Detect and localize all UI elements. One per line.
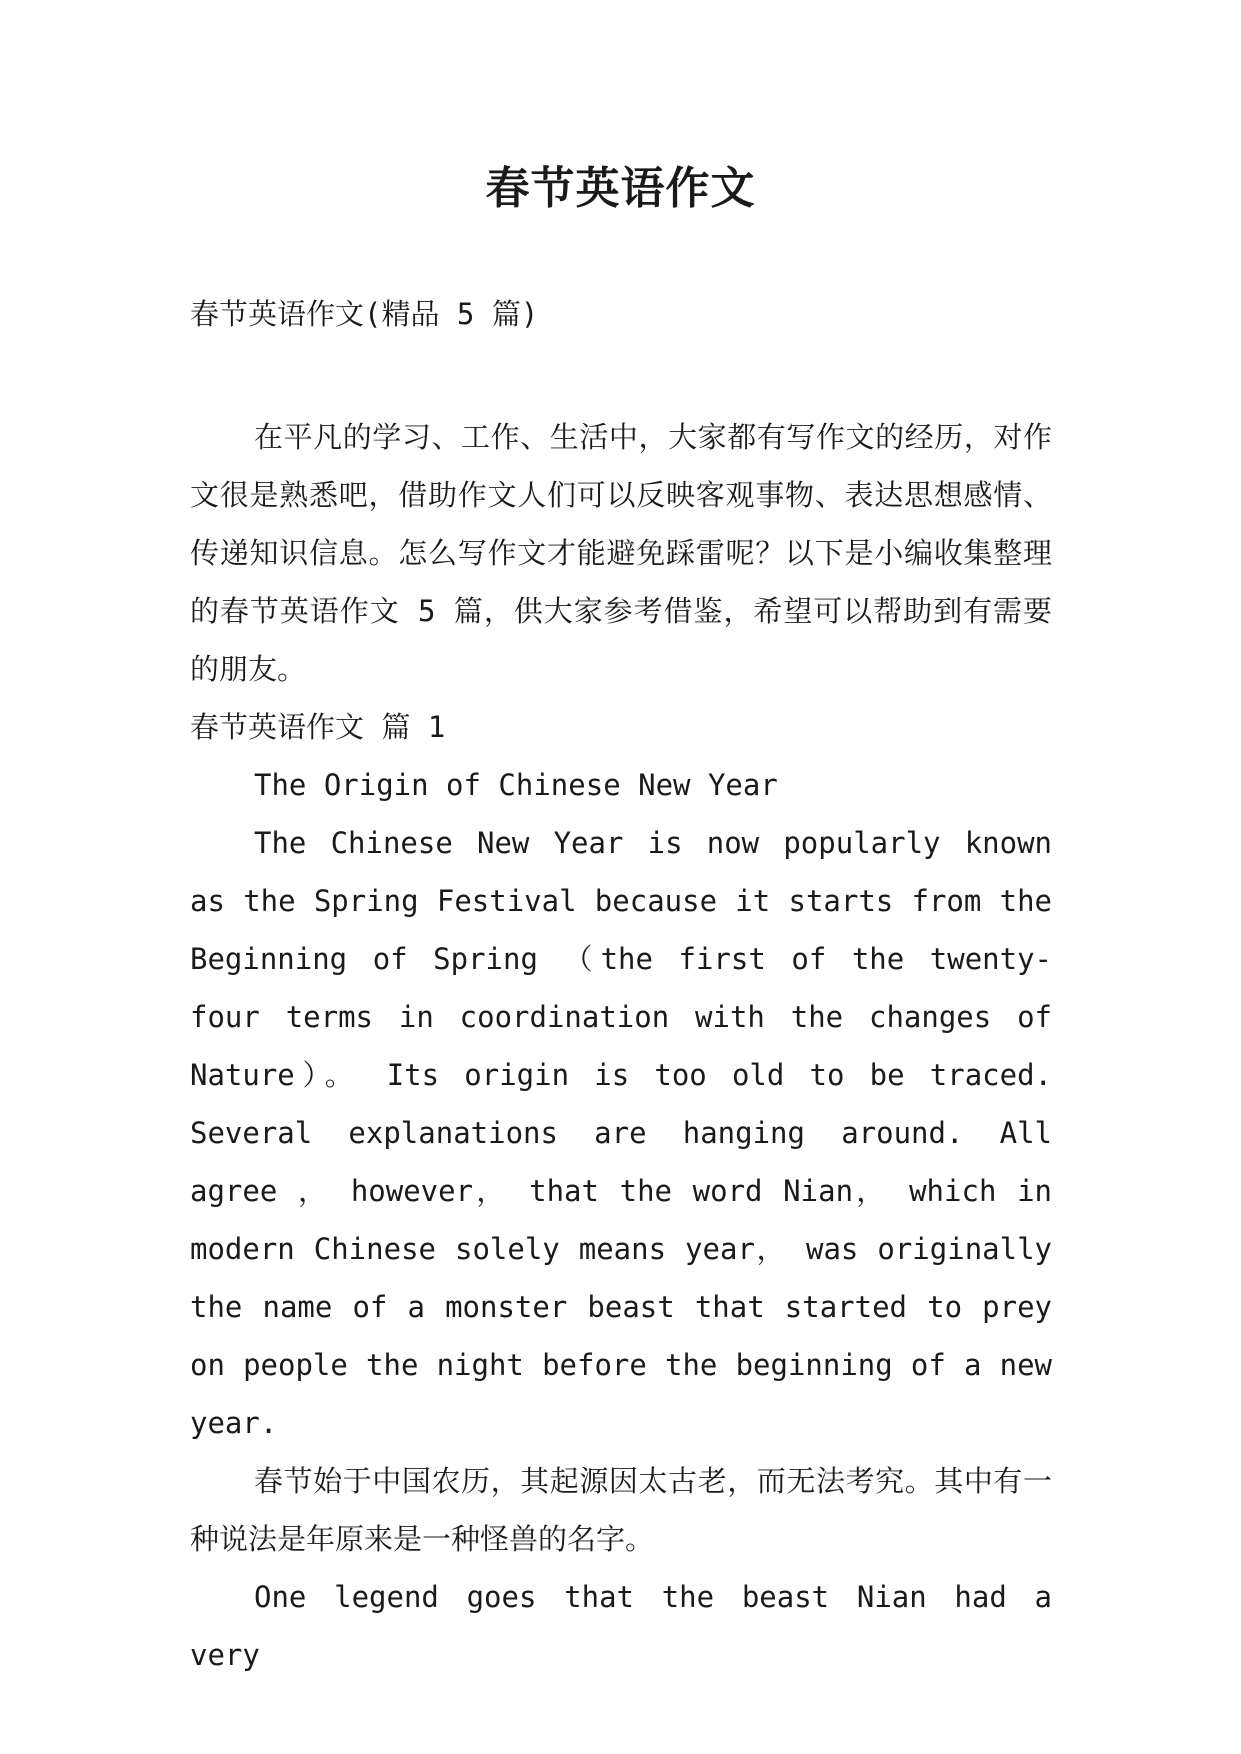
essay-paragraph-2-chinese: 春节始于中国农历，其起源因太古老，而无法考究。其中有一种说法是年原来是一种怪兽的名字。 — [190, 1464, 1052, 1556]
section-heading: 春节英语作文 篇 1 — [190, 710, 446, 744]
essay-title: The Origin of Chinese New Year — [254, 768, 778, 802]
document-title: 春节英语作文 — [485, 163, 756, 214]
document-subtitle: 春节英语作文(精品 5 篇) — [190, 297, 539, 331]
document-body — [190, 408, 1052, 1684]
essay-paragraph-1: The Chinese New Year is now popularly known as the Spring Festival because it starts from the Beginning of Spring （the first of the twenty-four terms in coordination with the changes of Nature）。 Its origin is too old to be traced. Several explanations are hanging around. All agree ， however， that the word Nian， which in modern Chinese solely means year， was originally the name of a monster beast that started to prey on people the night before the beginning of a new year. — [190, 826, 1052, 1440]
intro-paragraph: 在平凡的学习、工作、生活中，大家都有写作文的经历，对作文很是熟悉吧，借助作文人们可以反映客观事物、表达思想感情、传递知识信息。怎么写作文才能避免踩雷呢？以下是小编收集整理的春节英语作文 5 篇，供大家参考借鉴，希望可以帮助到有需要的朋友。 — [190, 420, 1052, 686]
essay-paragraph-3: One legend goes that the beast Nian had a very — [190, 1580, 1052, 1672]
